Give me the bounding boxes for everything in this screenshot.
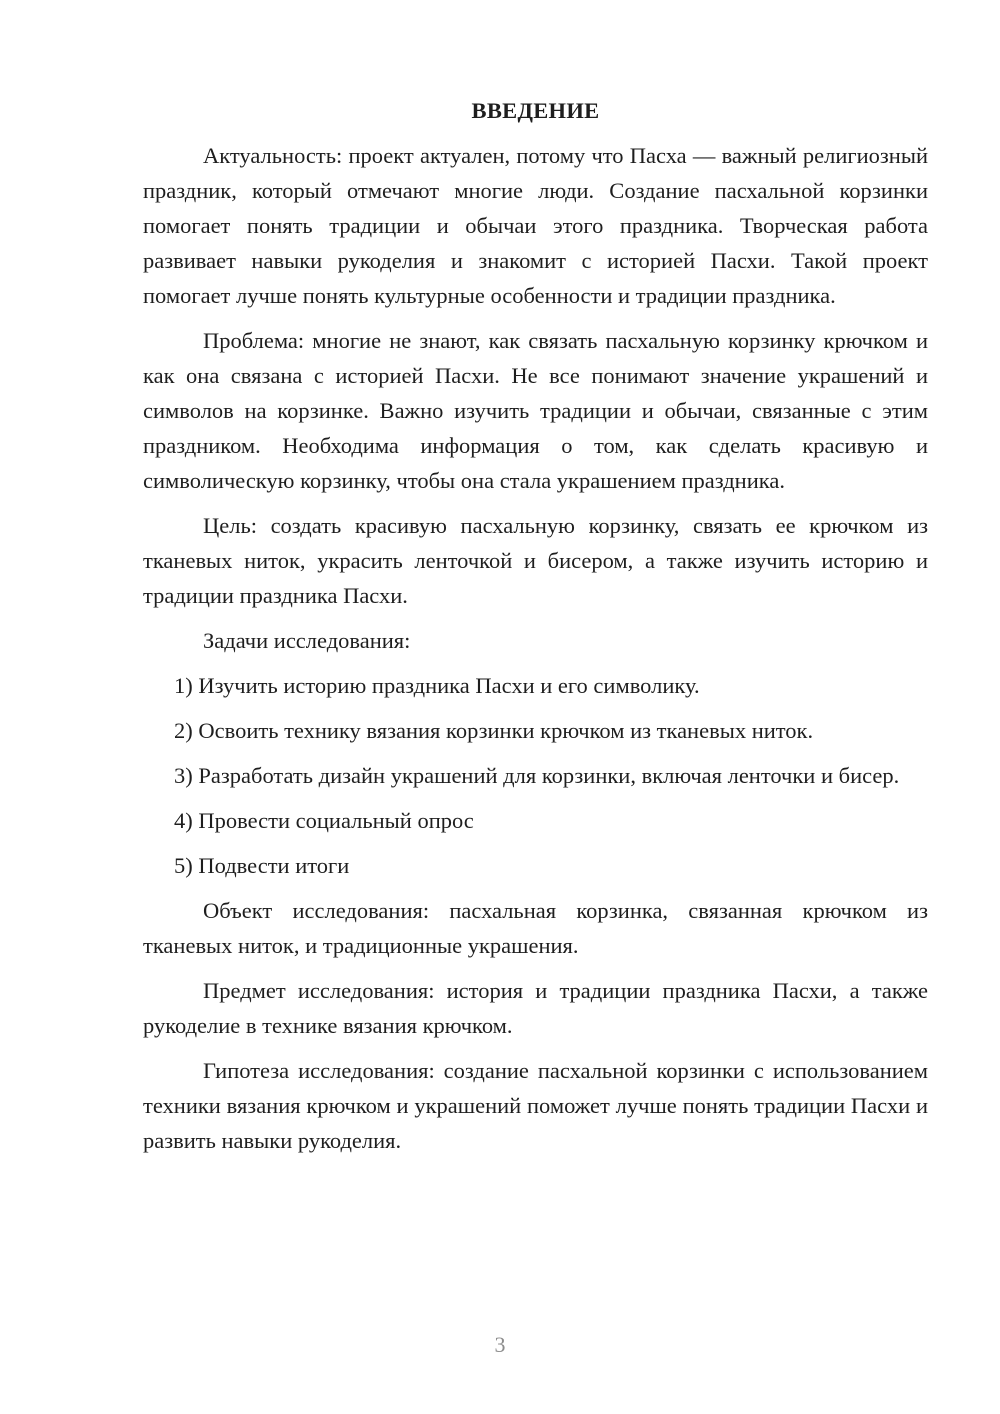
paragraph-object: Объект исследования: пасхальная корзинка, связанная крючком из тканевых ниток, и традиционные украшения. <box>143 898 928 958</box>
task-item-2: 2) Освоить технику вязания корзинки крючком из тканевых ниток. <box>174 718 814 743</box>
page-number: 3 <box>494 1332 506 1357</box>
paragraph-relevance: Актуальность: проект актуален, потому что Пасха — важный религиозный праздник, который отмечают многие люди. Создание пасхальной корзинки помогает понять традиции и обычаи этого праздника. Творческая работа развивает навыки рукоделия и знакомит с историей Пасхи. Такой проект помогает лучше понять культурные особенности и традиции праздника. <box>143 143 928 308</box>
paragraph-hypothesis: Гипотеза исследования: создание пасхальной корзинки с использованием техники вязания крючком и украшений поможет лучше понять традиции Пасхи и развить навыки рукоделия. <box>143 1058 928 1153</box>
paragraph-goal: Цель: создать красивую пасхальную корзинку, связать ее крючком из тканевых ниток, украсить ленточкой и бисером, а также изучить историю и традиции праздника Пасхи. <box>143 513 928 608</box>
section-title: ВВЕДЕНИЕ <box>471 98 600 123</box>
task-item-4: 4) Провести социальный опрос <box>174 808 474 833</box>
tasks-heading: Задачи исследования: <box>203 628 411 653</box>
paragraph-subject: Предмет исследования: история и традиции праздника Пасхи, а также рукоделие в технике вязания крючком. <box>143 978 928 1038</box>
task-item-5: 5) Подвести итоги <box>174 853 350 878</box>
task-item-3: 3) Разработать дизайн украшений для корзинки, включая ленточки и бисер. <box>174 763 900 788</box>
document-page <box>143 93 928 1168</box>
paragraph-problem: Проблема: многие не знают, как связать пасхальную корзинку крючком и как она связана с историей Пасхи. Не все понимают значение украшений и символов на корзинке. Важно изучить традиции и обычаи, связанные с этим праздником. Необходима информация о том, как сделать красивую и символическую корзинку, чтобы она стала украшением праздника. <box>143 328 928 493</box>
task-item-1: 1) Изучить историю праздника Пасхи и его символику. <box>174 673 700 698</box>
